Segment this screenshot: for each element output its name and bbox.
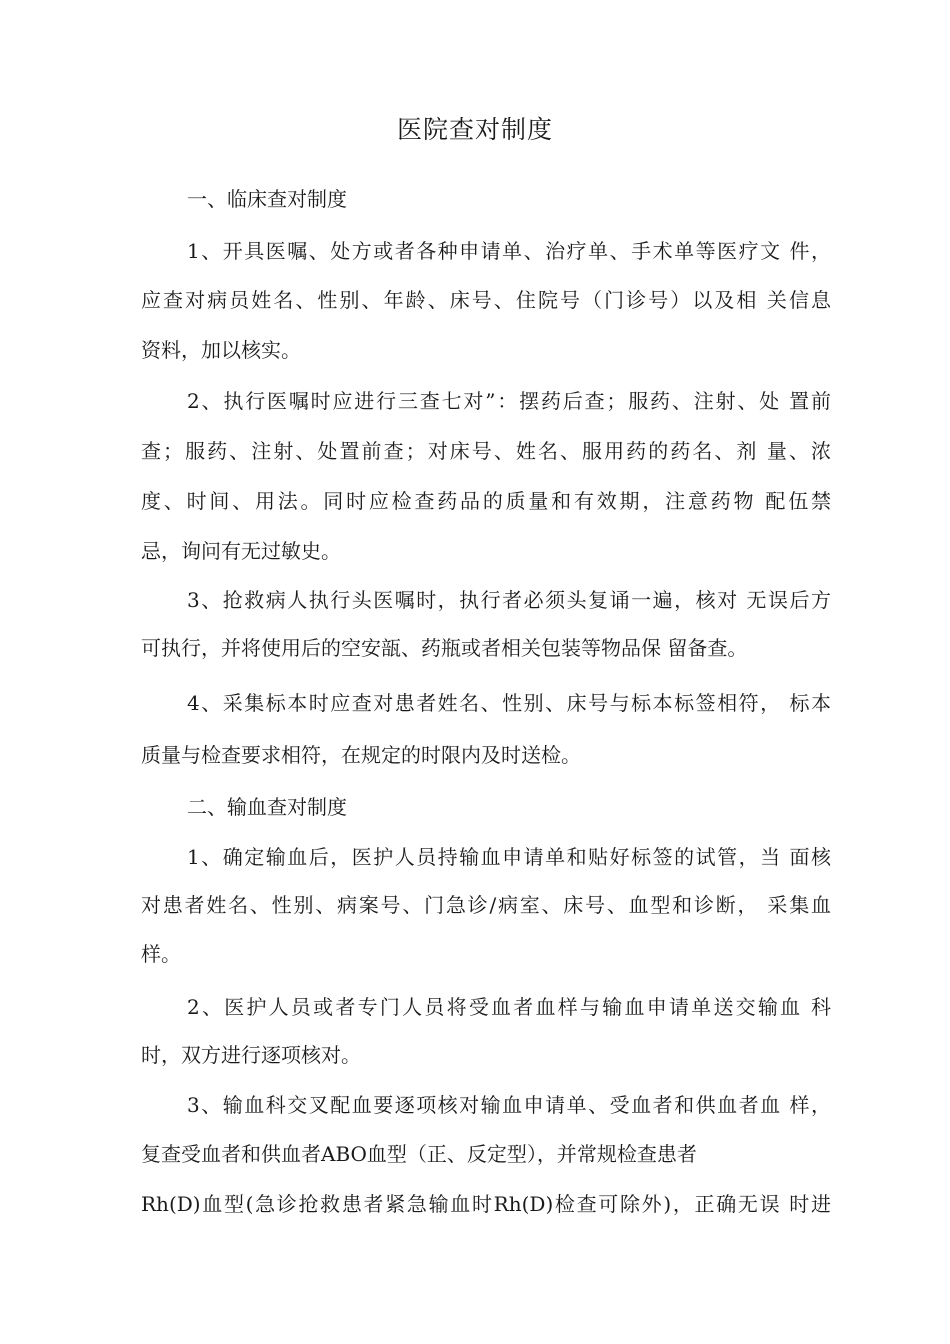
paragraph-line: Rh(D)血型(急诊抢救患者紧急输血时Rh(D)检查可除外)，正确无误 时进 [141, 1192, 831, 1216]
section-heading-transfusion: 二、输血查对制度 [187, 795, 347, 819]
paragraph-line: 4、采集标本时应查对患者姓名、性别、床号与标本标签相符， 标本 [187, 691, 831, 715]
paragraph-line: 2、执行医嘱时应进行三查七对”：摆药后查；服药、注射、处 置前 [187, 389, 831, 413]
paragraph-line: 应查对病员姓名、性别、年龄、床号、住院号（门诊号）以及相 关信息 [141, 288, 831, 312]
section-heading-clinical: 一、临床查对制度 [187, 187, 347, 211]
paragraph-line: 样。 [141, 942, 181, 966]
paragraph-line: 3、输血科交叉配血要逐项核对输血申请单、受血者和供血者血 样， [187, 1093, 831, 1117]
paragraph-line: 忌，询问有无过敏史。 [141, 539, 341, 563]
paragraph-line: 时，双方进行逐项核对。 [141, 1043, 361, 1067]
paragraph-line: 2、医护人员或者专门人员将受血者血样与输血申请单送交输血 科 [187, 995, 831, 1019]
paragraph-line: 度、时间、用法。同时应检查药品的质量和有效期，注意药物 配伍禁 [141, 489, 831, 513]
paragraph-line: 资料，加以核实。 [141, 338, 301, 362]
paragraph-line: 查；服药、注射、处置前查；对床号、姓名、服用药的药名、剂 量、浓 [141, 439, 831, 463]
paragraph-line: 3、抢救病人执行头医嘱时，执行者必须头复诵一遍，核对 无误后方 [187, 588, 831, 612]
paragraph-line: 质量与检查要求相符，在规定的时限内及时送检。 [141, 743, 581, 767]
paragraph-line: 1、开具医嘱、处方或者各种申请单、治疗单、手术单等医疗文 件， [187, 239, 831, 263]
paragraph-line: 1、确定输血后，医护人员持输血申请单和贴好标签的试管，当 面核 [187, 845, 831, 869]
document-title: 医院查对制度 [396, 115, 553, 144]
paragraph-line: 可执行，并将使用后的空安瓿、药瓶或者相关包装等物品保 留备查。 [141, 636, 748, 660]
paragraph-line: 复查受血者和供血者ABO血型（正、反定型），并常规检查患者 [141, 1142, 697, 1166]
paragraph-line: 对患者姓名、性别、病案号、门急诊/病室、床号、血型和诊断， 采集血 [141, 893, 831, 917]
